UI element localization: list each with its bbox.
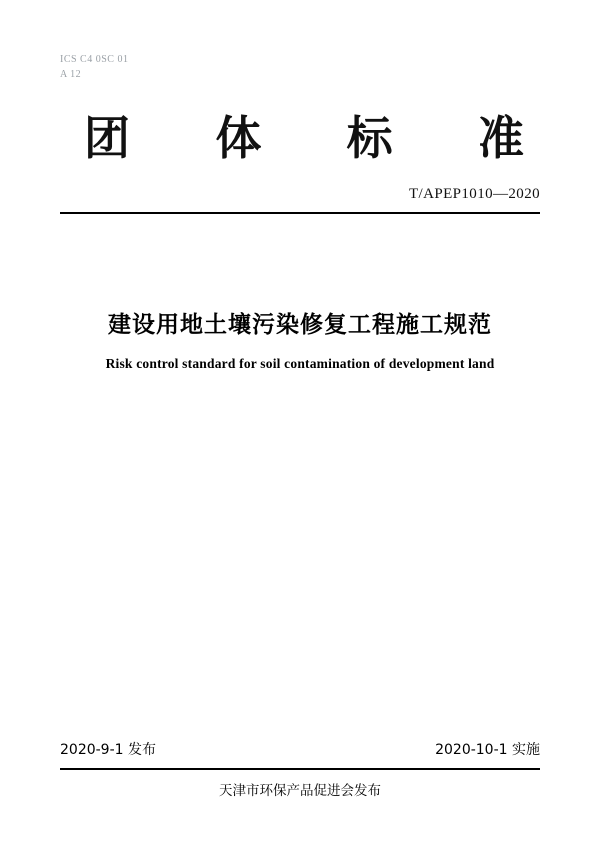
publisher-name: 天津市环保产品促进会发布 [219, 783, 381, 799]
document-title-chinese: 建设用地土壤污染修复工程施工规范 [108, 312, 492, 338]
standard-number: T/APEP1010—2020 [408, 186, 540, 202]
issue-date: 2020-9-1 发布 [60, 742, 156, 758]
footer-dates [60, 740, 540, 760]
effective-date: 2020-10-1 实施 [435, 742, 540, 758]
cover-heading [84, 110, 524, 166]
cover-heading-char-3: 标 [346, 111, 393, 165]
ics-classification-line: A 12 [60, 69, 82, 80]
header-divider [60, 212, 540, 214]
cover-heading-char-2: 体 [215, 111, 262, 165]
ics-code-line: ICS C4 0SC 01 [60, 54, 129, 65]
cover-heading-char-4: 准 [477, 111, 524, 165]
document-title-english: Risk control standard for soil contamination of development land [105, 356, 495, 371]
cover-content [60, 0, 540, 850]
cover-heading-char-1: 团 [84, 111, 130, 165]
footer-divider [60, 768, 540, 770]
ics-code-block [60, 52, 128, 82]
